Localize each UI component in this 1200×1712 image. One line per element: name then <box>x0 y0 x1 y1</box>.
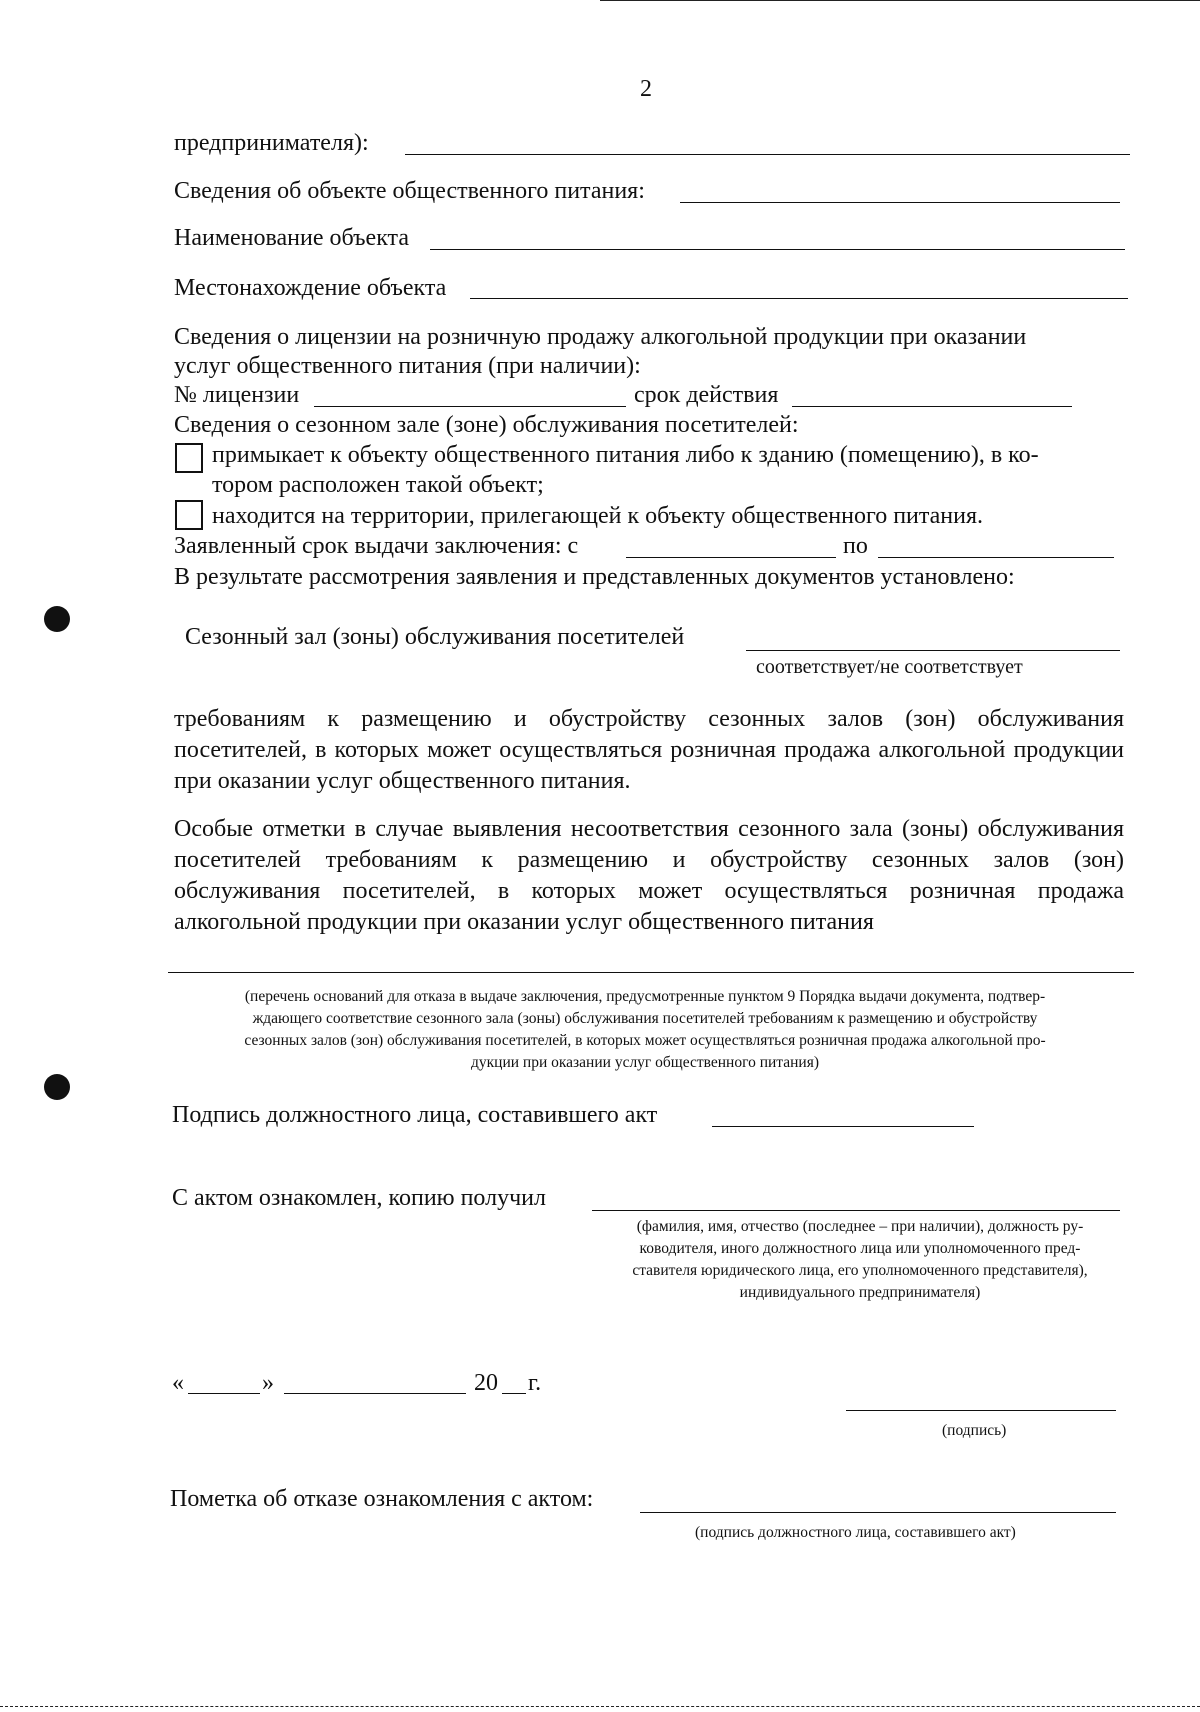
refusal-field[interactable] <box>640 1512 1116 1513</box>
reasons-caption-line1: (перечень оснований для отказа в выдаче заключения, предусмотренные пунктом 9 Порядка выдачи документа, подтвер- <box>244 988 1046 1005</box>
refusal-label: Пометка об отказе ознакомления с актом: <box>170 1486 594 1512</box>
person-caption-line1: (фамилия, имя, отчество (последнее – при наличии), должность ру- <box>636 1218 1084 1235</box>
official-signature-field[interactable] <box>712 1126 974 1127</box>
term-from-field[interactable] <box>626 557 836 558</box>
object-location-label: Местонахождение объекта <box>174 275 447 301</box>
scan-edge-bottom <box>0 1706 1200 1707</box>
punch-hole-upper <box>44 606 70 632</box>
entrepreneur-label: предпринимателя): <box>174 130 369 156</box>
date-year-prefix: 20 <box>474 1370 498 1396</box>
license-intro-line2: услуг общественного питания (при наличии): <box>174 353 641 379</box>
object-name-label: Наименование объекта <box>174 225 409 251</box>
reasons-caption-line4: дукции при оказании услуг общественного питания) <box>470 1054 820 1071</box>
option-territory-label: находится на территории, прилегающей к объекту общественного питания. <box>212 503 984 529</box>
license-validity-field[interactable] <box>792 406 1072 407</box>
option-adjoins-checkbox[interactable] <box>175 443 203 473</box>
refusal-caption: (подпись должностного лица, составившего акт) <box>695 1524 1016 1541</box>
option-territory-checkbox[interactable] <box>175 500 203 530</box>
signature-field[interactable] <box>846 1410 1116 1411</box>
date-day-field[interactable] <box>188 1393 260 1394</box>
option-adjoins-line2: тором расположен такой объект; <box>212 472 544 498</box>
scan-edge-top <box>600 0 1200 1</box>
special-marks-paragraph: Особые отметки в случае выявления несоответствия сезонного зала (зоны) обслуживания посетителей требованиям к размещению и обустройству сезонных залов (зон) обслуживания посетителей, в которых может осуществляться розничная продажа алкогольной продукции при оказании услуг общественного питания <box>174 816 1124 935</box>
person-caption-line4: индивидуального предпринимателя) <box>739 1284 981 1301</box>
date-open-quote: « <box>172 1370 184 1396</box>
date-year-suffix: г. <box>528 1370 542 1396</box>
official-signature-label: Подпись должностного лица, составившего акт <box>172 1102 658 1128</box>
acquainted-label: С актом ознакомлен, копию получил <box>172 1185 546 1211</box>
object-info-label: Сведения об объекте общественного питания: <box>174 178 645 204</box>
term-to-field[interactable] <box>878 557 1114 558</box>
license-intro-line1: Сведения о лицензии на розничную продажу алкогольной продукции при оказании <box>174 324 1027 350</box>
term-label: Заявленный срок выдачи заключения: с <box>174 533 579 559</box>
seasonal-heading: Сведения о сезонном зале (зоне) обслуживания посетителей: <box>174 412 799 438</box>
person-caption-line3: ставителя юридического лица, его уполномоченного представителя), <box>632 1262 1088 1279</box>
special-marks-field[interactable] <box>168 972 1134 973</box>
entrepreneur-field[interactable] <box>405 154 1130 155</box>
acquainted-field[interactable] <box>592 1210 1120 1211</box>
signature-caption: (подпись) <box>942 1422 1007 1439</box>
license-number-label: № лицензии <box>174 382 300 408</box>
date-close-quote: » <box>262 1370 274 1396</box>
hall-label: Сезонный зал (зоны) обслуживания посетителей <box>185 624 685 650</box>
object-location-field[interactable] <box>470 298 1128 299</box>
page-number: 2 <box>640 76 652 102</box>
compliance-field[interactable] <box>746 650 1120 651</box>
requirements-paragraph: требованиям к размещению и обустройству сезонных залов (зон) обслуживания посетителей, в которых может осуществляться розничная продажа алкогольной продукции при оказании услуг общественного питания. <box>174 706 1124 794</box>
object-name-field[interactable] <box>430 249 1125 250</box>
term-to-label: по <box>843 533 868 559</box>
person-caption-line2: ководителя, иного должностного лица или уполномоченного пред- <box>639 1240 1081 1257</box>
punch-hole-lower <box>44 1074 70 1100</box>
license-number-field[interactable] <box>314 406 626 407</box>
license-validity-label: срок действия <box>634 382 779 408</box>
date-month-field[interactable] <box>284 1393 466 1394</box>
reasons-caption-line2: ждающего соответствие сезонного зала (зоны) обслуживания посетителей требованиям к размещению и обустройству <box>252 1010 1038 1027</box>
date-year-field[interactable] <box>502 1393 526 1394</box>
compliance-caption: соответствует/не соответствует <box>756 656 1023 678</box>
option-adjoins-line1: примыкает к объекту общественного питания либо к зданию (помещению), в ко- <box>212 442 1039 468</box>
reasons-caption-line3: сезонных залов (зон) обслуживания посетителей, в которых может осуществляться розничная продажа алкогольной про- <box>244 1032 1046 1049</box>
result-heading: В результате рассмотрения заявления и представленных документов установлено: <box>174 564 1015 590</box>
object-info-field[interactable] <box>680 202 1120 203</box>
